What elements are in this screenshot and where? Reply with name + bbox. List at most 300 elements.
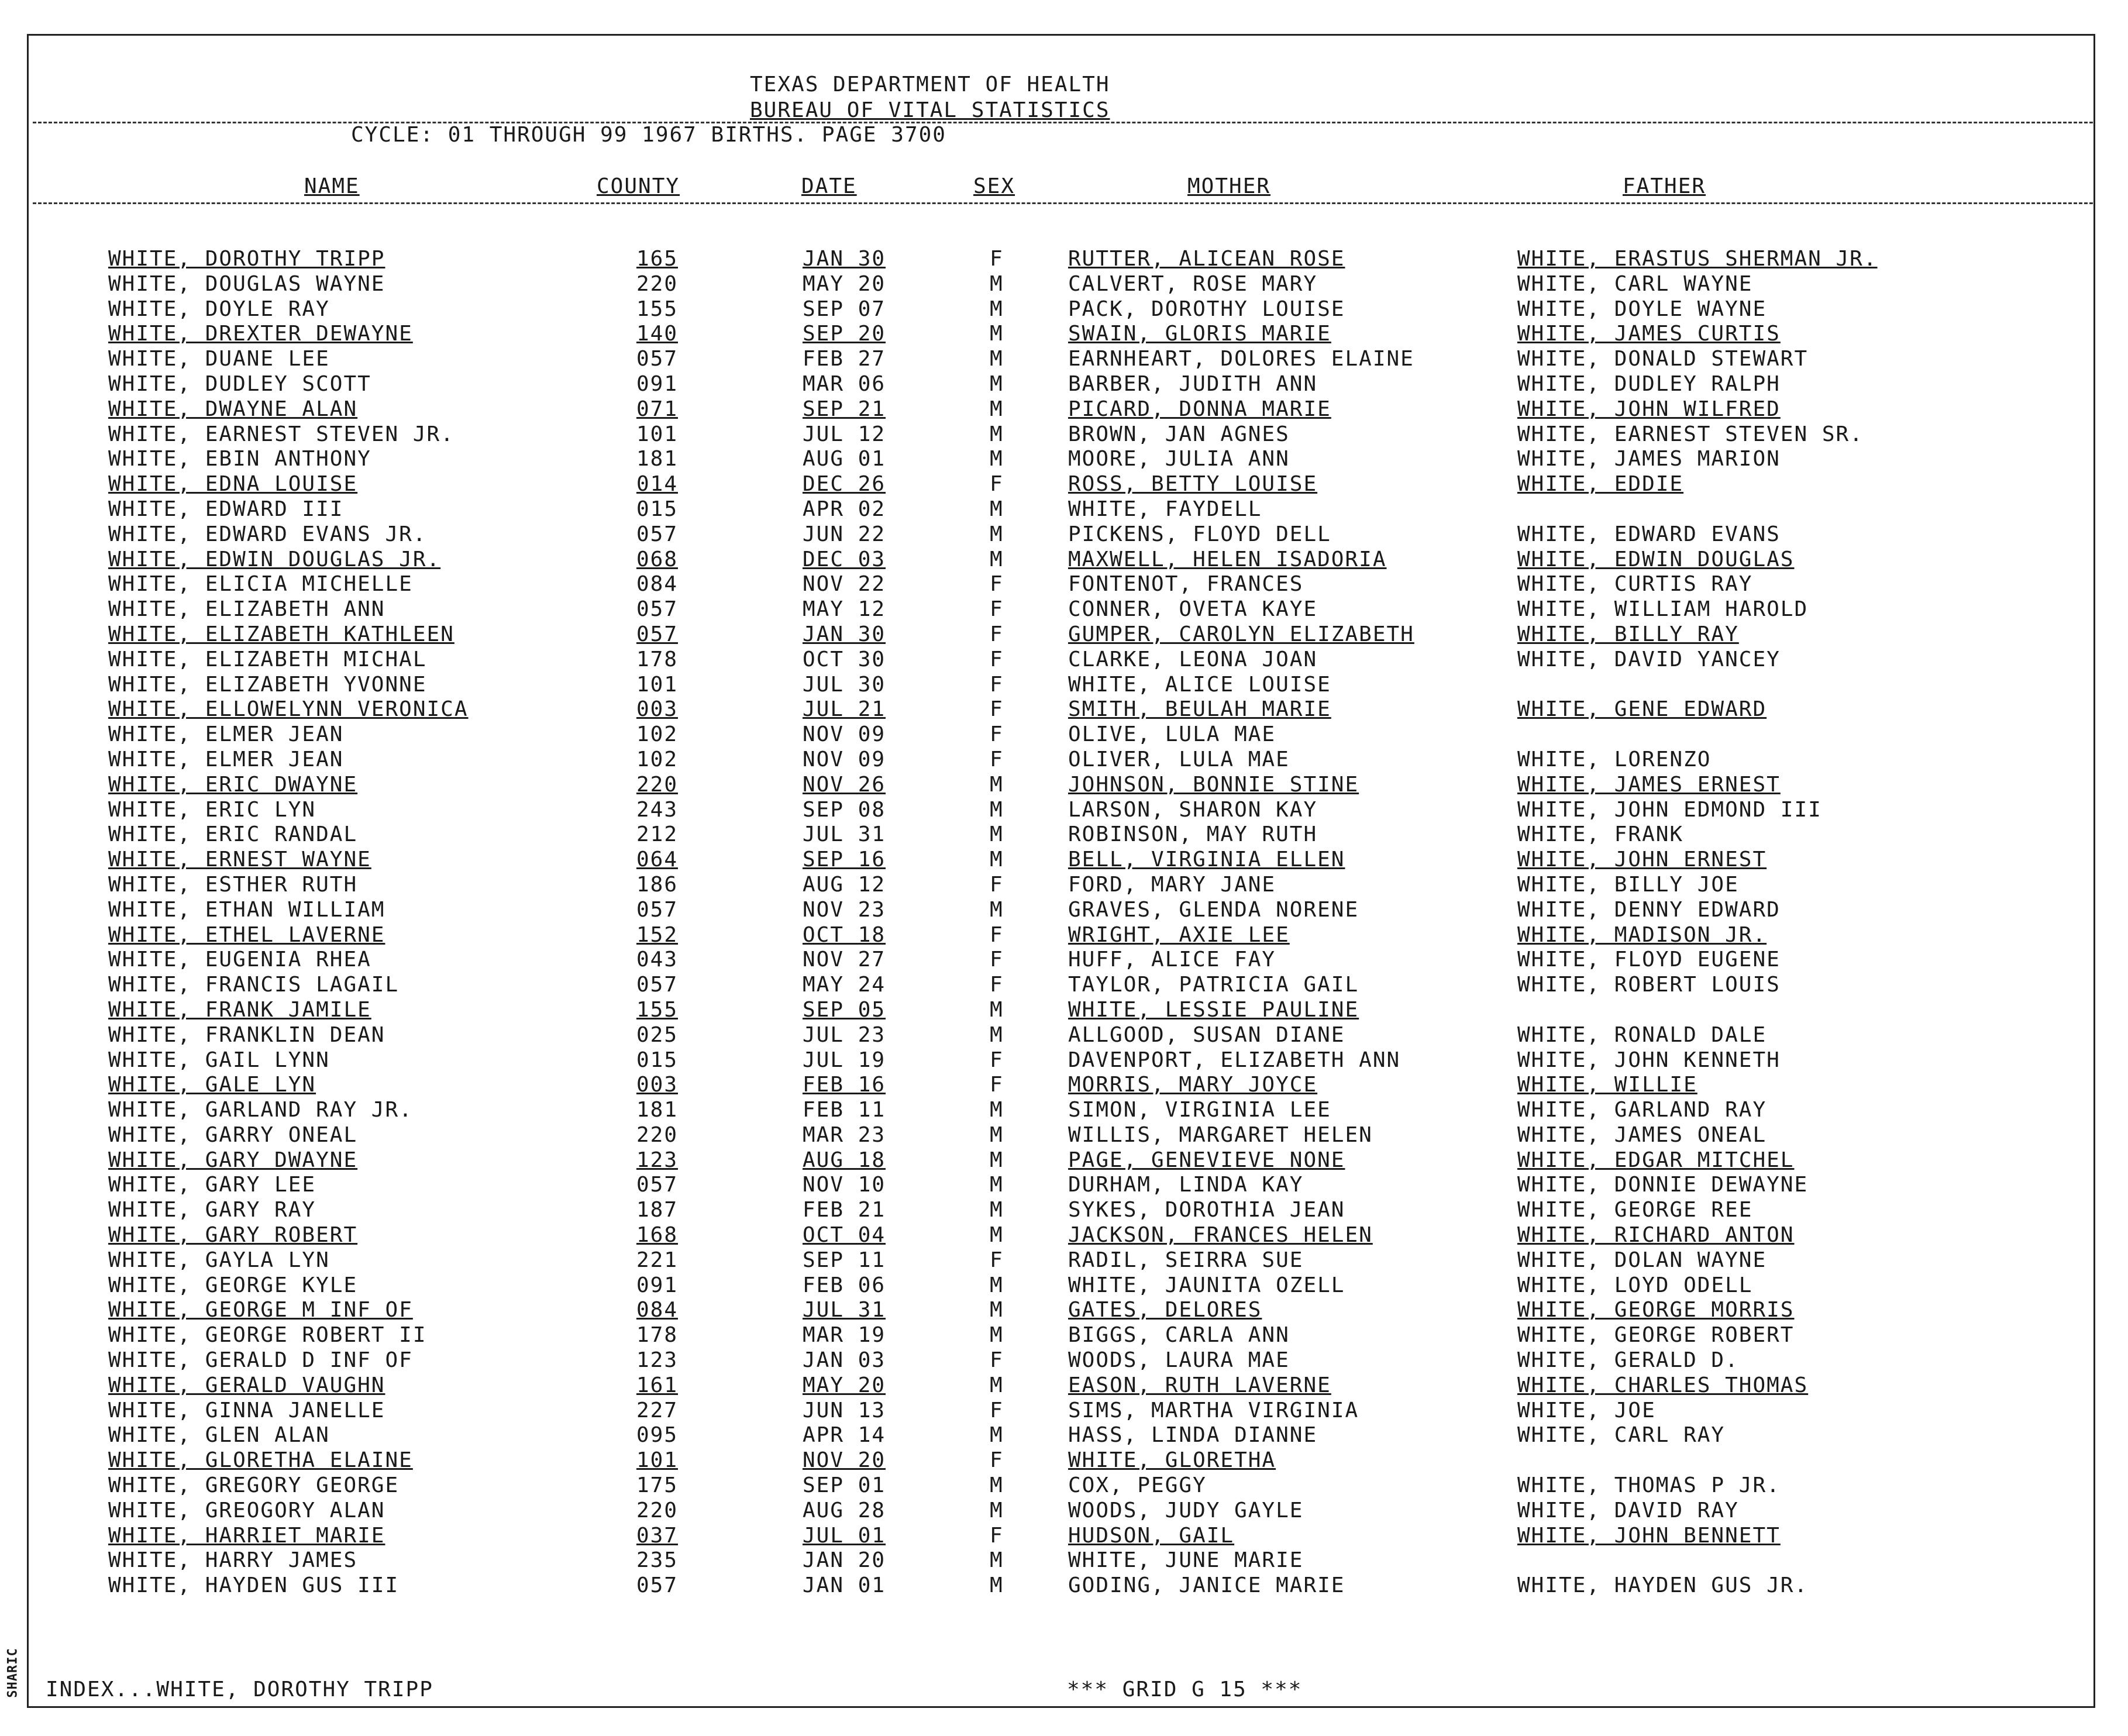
cell-county: 123 — [636, 1348, 679, 1373]
cell-name: WHITE, EDWARD III — [108, 497, 344, 521]
cell-mother: CALVERT, ROSE MARY — [1068, 271, 1318, 296]
cell-sex: M — [990, 1148, 1004, 1172]
cell-county: 212 — [636, 822, 679, 847]
cell-mother: PACK, DOROTHY LOUISE — [1068, 297, 1345, 321]
table-row — [0, 773, 2128, 798]
cell-date: FEB 21 — [803, 1198, 886, 1222]
cell-father: WHITE, JAMES ONEAL — [1517, 1122, 1767, 1147]
cell-name: WHITE, GAYLA LYN — [108, 1248, 330, 1272]
cell-father: WHITE, DAVID RAY — [1517, 1498, 1739, 1523]
cell-county: 168 — [636, 1223, 679, 1248]
cell-father: WHITE, EARNEST STEVEN SR. — [1517, 422, 1864, 446]
cell-name: WHITE, EUGENIA RHEA — [108, 948, 371, 972]
table-row — [0, 422, 2128, 447]
cell-date: MAR 06 — [803, 371, 886, 396]
cell-father: WHITE, FRANK — [1517, 822, 1684, 847]
cell-mother: COX, PEGGY — [1068, 1473, 1207, 1498]
cell-mother: MOORE, JULIA ANN — [1068, 447, 1290, 471]
cell-name: WHITE, FRANCIS LAGAIL — [108, 973, 400, 997]
cell-mother: GRAVES, GLENDA NORENE — [1068, 897, 1359, 922]
cell-name: WHITE, EBIN ANTHONY — [108, 447, 371, 471]
cell-date: MAY 20 — [803, 271, 886, 296]
table-row — [0, 622, 2128, 647]
cell-father: WHITE, GENE EDWARD — [1517, 697, 1767, 722]
cell-date: NOV 09 — [803, 722, 886, 747]
table-row — [0, 873, 2128, 898]
cell-sex: M — [990, 1223, 1004, 1248]
cell-father: WHITE, GERALD D. — [1517, 1348, 1739, 1373]
cell-sex: F — [990, 622, 1004, 646]
table-row — [0, 1223, 2128, 1248]
table-row — [0, 973, 2128, 998]
cell-date: JAN 30 — [803, 622, 886, 646]
cell-county: 084 — [636, 572, 679, 597]
cell-mother: EASON, RUTH LAVERNE — [1068, 1373, 1331, 1397]
cell-sex: M — [990, 1548, 1004, 1573]
cell-sex: F — [990, 1248, 1004, 1272]
cell-name: WHITE, ELIZABETH YVONNE — [108, 672, 427, 697]
cell-county: 057 — [636, 1573, 679, 1598]
cell-county: 155 — [636, 997, 679, 1022]
cell-county: 068 — [636, 547, 679, 571]
cell-mother: TAYLOR, PATRICIA GAIL — [1068, 973, 1359, 997]
cell-county: 091 — [636, 1273, 679, 1297]
cell-name: WHITE, GARY RAY — [108, 1198, 316, 1222]
cell-county: 220 — [636, 1498, 679, 1523]
cell-sex: F — [990, 647, 1004, 671]
table-row — [0, 647, 2128, 673]
cell-father: WHITE, GARLAND RAY — [1517, 1098, 1767, 1122]
columns-divider — [33, 202, 2093, 204]
cell-father: WHITE, CARL RAY — [1517, 1423, 1726, 1448]
cell-sex: M — [990, 371, 1004, 396]
cell-name: WHITE, EDWARD EVANS JR. — [108, 522, 427, 546]
cell-mother: GODING, JANICE MARIE — [1068, 1573, 1345, 1598]
table-row — [0, 247, 2128, 272]
cell-county: 152 — [636, 922, 679, 947]
cell-county: 014 — [636, 472, 679, 497]
cell-mother: PICARD, DONNA MARIE — [1068, 397, 1331, 421]
header-agency: TEXAS DEPARTMENT OF HEALTH — [750, 73, 1110, 97]
table-row — [0, 297, 2128, 322]
cell-name: WHITE, ERIC RANDAL — [108, 822, 358, 847]
cell-mother: HUDSON, GAIL — [1068, 1523, 1235, 1548]
side-stamp-label: SHARIC — [5, 1648, 20, 1698]
cell-name: WHITE, ERIC DWAYNE — [108, 772, 358, 797]
table-row — [0, 1148, 2128, 1173]
cell-mother: BELL, VIRGINIA ELLEN — [1068, 848, 1345, 872]
cell-county: 178 — [636, 1323, 679, 1348]
cell-county: 057 — [636, 622, 679, 646]
header-divider — [33, 122, 2093, 123]
table-row — [0, 1524, 2128, 1549]
cell-county: 178 — [636, 647, 679, 671]
cell-date: FEB 11 — [803, 1098, 886, 1122]
table-row — [0, 1098, 2128, 1123]
cell-county: 091 — [636, 371, 679, 396]
cell-father: WHITE, DOYLE WAYNE — [1517, 297, 1767, 321]
cell-father: WHITE, DOLAN WAYNE — [1517, 1248, 1767, 1272]
table-row — [0, 347, 2128, 372]
cell-mother: DAVENPORT, ELIZABETH ANN — [1068, 1048, 1401, 1072]
cell-date: SEP 07 — [803, 297, 886, 321]
cell-date: NOV 09 — [803, 747, 886, 771]
cell-sex: M — [990, 997, 1004, 1022]
table-row — [0, 397, 2128, 422]
cell-county: 057 — [636, 597, 679, 622]
cell-county: 186 — [636, 872, 679, 897]
cell-father: WHITE, ROBERT LOUIS — [1517, 973, 1781, 997]
cell-mother: SWAIN, GLORIS MARIE — [1068, 322, 1331, 346]
cell-sex: M — [990, 1173, 1004, 1197]
cell-sex: M — [990, 1298, 1004, 1322]
table-row — [0, 1273, 2128, 1298]
cell-mother: ROBINSON, MAY RUTH — [1068, 822, 1318, 847]
cell-father: WHITE, BILLY RAY — [1517, 622, 1739, 646]
cell-name: WHITE, GLEN ALAN — [108, 1423, 330, 1448]
cell-name: WHITE, EDWIN DOUGLAS JR. — [108, 547, 441, 571]
cell-name: WHITE, DOUGLAS WAYNE — [108, 271, 385, 296]
cell-date: JAN 20 — [803, 1548, 886, 1573]
table-row — [0, 1499, 2128, 1524]
cell-sex: M — [990, 1423, 1004, 1448]
cell-date: SEP 01 — [803, 1473, 886, 1498]
cell-sex: M — [990, 497, 1004, 521]
cell-date: SEP 20 — [803, 322, 886, 346]
cell-date: NOV 22 — [803, 572, 886, 597]
cell-mother: SMITH, BEULAH MARIE — [1068, 697, 1331, 722]
cell-county: 181 — [636, 1098, 679, 1122]
cell-name: WHITE, GEORGE ROBERT II — [108, 1323, 427, 1348]
cell-father: WHITE, EDWIN DOUGLAS — [1517, 547, 1795, 571]
cell-sex: M — [990, 447, 1004, 471]
cell-name: WHITE, GAIL LYNN — [108, 1048, 330, 1072]
cell-county: 057 — [636, 973, 679, 997]
cell-date: AUG 01 — [803, 447, 886, 471]
cell-date: MAR 23 — [803, 1122, 886, 1147]
table-row — [0, 748, 2128, 773]
cell-father: WHITE, EDDIE — [1517, 472, 1684, 497]
table-row — [0, 547, 2128, 573]
table-row — [0, 447, 2128, 472]
cell-mother: MORRIS, MARY JOYCE — [1068, 1073, 1318, 1097]
cell-date: MAY 12 — [803, 597, 886, 622]
cell-sex: F — [990, 597, 1004, 622]
cell-mother: WHITE, ALICE LOUISE — [1068, 672, 1331, 697]
cell-date: SEP 08 — [803, 797, 886, 822]
cell-date: APR 14 — [803, 1423, 886, 1448]
cell-name: WHITE, EDNA LOUISE — [108, 472, 358, 497]
cell-mother: SIMON, VIRGINIA LEE — [1068, 1098, 1331, 1122]
column-header-sex: SEX — [973, 174, 1015, 198]
cell-county: 101 — [636, 1448, 679, 1473]
cell-name: WHITE, HARRIET MARIE — [108, 1523, 385, 1548]
cell-county: 025 — [636, 1022, 679, 1047]
table-row — [0, 1248, 2128, 1273]
cell-date: OCT 18 — [803, 922, 886, 947]
cell-sex: F — [990, 1523, 1004, 1548]
cell-mother: WHITE, JUNE MARIE — [1068, 1548, 1304, 1573]
cell-date: NOV 10 — [803, 1173, 886, 1197]
cell-father: WHITE, EDGAR MITCHEL — [1517, 1148, 1795, 1172]
cell-date: JAN 30 — [803, 247, 886, 271]
cell-mother: EARNHEART, DOLORES ELAINE — [1068, 347, 1414, 371]
cell-date: NOV 23 — [803, 897, 886, 922]
cell-name: WHITE, GERALD D INF OF — [108, 1348, 413, 1373]
cell-father: WHITE, GEORGE MORRIS — [1517, 1298, 1795, 1322]
cell-sex: M — [990, 1473, 1004, 1498]
cell-name: WHITE, FRANKLIN DEAN — [108, 1022, 385, 1047]
table-row — [0, 1548, 2128, 1573]
cell-name: WHITE, DUANE LEE — [108, 347, 330, 371]
cell-name: WHITE, ELIZABETH ANN — [108, 597, 385, 622]
table-row — [0, 1073, 2128, 1098]
table-row — [0, 1123, 2128, 1148]
cell-father: WHITE, JAMES ERNEST — [1517, 772, 1781, 797]
cell-date: AUG 18 — [803, 1148, 886, 1172]
cell-name: WHITE, ELMER JEAN — [108, 722, 344, 747]
cell-name: WHITE, HAYDEN GUS III — [108, 1573, 400, 1598]
cell-sex: F — [990, 672, 1004, 697]
cell-father: WHITE, JOHN KENNETH — [1517, 1048, 1781, 1072]
side-stamp — [0, 1638, 23, 1708]
cell-county: 220 — [636, 1122, 679, 1147]
cell-name: WHITE, GARY ROBERT — [108, 1223, 358, 1248]
cell-mother: OLIVE, LULA MAE — [1068, 722, 1276, 747]
cell-county: 235 — [636, 1548, 679, 1573]
table-row — [0, 597, 2128, 622]
cell-mother: WHITE, LESSIE PAULINE — [1068, 997, 1359, 1022]
cell-date: NOV 20 — [803, 1448, 886, 1473]
cell-mother: SYKES, DOROTHIA JEAN — [1068, 1198, 1345, 1222]
cell-mother: ROSS, BETTY LOUISE — [1068, 472, 1318, 497]
table-row — [0, 1298, 2128, 1323]
cell-father: WHITE, JOHN WILFRED — [1517, 397, 1781, 421]
cell-name: WHITE, ELIZABETH MICHAL — [108, 647, 427, 671]
cell-name: WHITE, GINNA JANELLE — [108, 1398, 385, 1422]
cell-county: 057 — [636, 347, 679, 371]
column-header-county: COUNTY — [597, 174, 680, 198]
cell-father: WHITE, MADISON JR. — [1517, 922, 1767, 947]
table-row — [0, 798, 2128, 823]
column-header-date: DATE — [801, 174, 857, 198]
cell-father: WHITE, CHARLES THOMAS — [1517, 1373, 1809, 1397]
cell-date: NOV 27 — [803, 948, 886, 972]
table-row — [0, 1023, 2128, 1048]
cell-date: JUL 30 — [803, 672, 886, 697]
cell-sex: M — [990, 772, 1004, 797]
cell-name: WHITE, GARLAND RAY JR. — [108, 1098, 413, 1122]
cell-father: WHITE, JAMES MARION — [1517, 447, 1781, 471]
cell-sex: F — [990, 1348, 1004, 1373]
table-row — [0, 1373, 2128, 1399]
cell-date: FEB 06 — [803, 1273, 886, 1297]
cell-county: 037 — [636, 1523, 679, 1548]
cell-name: WHITE, GERALD VAUGHN — [108, 1373, 385, 1397]
cell-sex: M — [990, 897, 1004, 922]
cell-sex: F — [990, 722, 1004, 747]
cell-name: WHITE, GARRY ONEAL — [108, 1122, 358, 1147]
cell-date: JUL 01 — [803, 1523, 886, 1548]
table-row — [0, 697, 2128, 722]
cell-father: WHITE, LORENZO — [1517, 747, 1712, 771]
cell-sex: M — [990, 1323, 1004, 1348]
cell-sex: M — [990, 1098, 1004, 1122]
cell-date: APR 02 — [803, 497, 886, 521]
cell-sex: F — [990, 472, 1004, 497]
table-row — [0, 522, 2128, 547]
cell-sex: M — [990, 347, 1004, 371]
cell-date: JUL 12 — [803, 422, 886, 446]
cell-sex: M — [990, 1022, 1004, 1047]
cell-sex: M — [990, 422, 1004, 446]
table-row — [0, 948, 2128, 973]
table-row — [0, 322, 2128, 347]
cell-name: WHITE, GARY LEE — [108, 1173, 316, 1197]
cell-father: WHITE, ERASTUS SHERMAN JR. — [1517, 247, 1878, 271]
cell-name: WHITE, ERNEST WAYNE — [108, 848, 371, 872]
column-header-father: FATHER — [1623, 174, 1706, 198]
cell-sex: F — [990, 247, 1004, 271]
cell-sex: M — [990, 1373, 1004, 1397]
table-row — [0, 1048, 2128, 1073]
table-row — [0, 272, 2128, 297]
cell-county: 015 — [636, 497, 679, 521]
cell-name: WHITE, GREGORY GEORGE — [108, 1473, 400, 1498]
cell-county: 243 — [636, 797, 679, 822]
cell-mother: MAXWELL, HELEN ISADORIA — [1068, 547, 1387, 571]
cell-name: WHITE, GARY DWAYNE — [108, 1148, 358, 1172]
table-row — [0, 673, 2128, 698]
table-row — [0, 472, 2128, 497]
cell-county: 123 — [636, 1148, 679, 1172]
cell-name: WHITE, ELIZABETH KATHLEEN — [108, 622, 454, 646]
cell-mother: BIGGS, CARLA ANN — [1068, 1323, 1290, 1348]
cell-date: JUL 21 — [803, 697, 886, 722]
cell-date: MAY 24 — [803, 973, 886, 997]
cell-date: MAY 20 — [803, 1373, 886, 1397]
cell-mother: DURHAM, LINDA KAY — [1068, 1173, 1304, 1197]
cell-date: NOV 26 — [803, 772, 886, 797]
cell-mother: HUFF, ALICE FAY — [1068, 948, 1276, 972]
cell-county: 220 — [636, 271, 679, 296]
cell-sex: M — [990, 1122, 1004, 1147]
cell-date: SEP 11 — [803, 1248, 886, 1272]
cell-name: WHITE, GREOGORY ALAN — [108, 1498, 385, 1523]
cell-father: WHITE, GEORGE REE — [1517, 1198, 1753, 1222]
cell-name: WHITE, DUDLEY SCOTT — [108, 371, 371, 396]
cell-name: WHITE, FRANK JAMILE — [108, 997, 371, 1022]
cell-county: 084 — [636, 1298, 679, 1322]
table-row — [0, 998, 2128, 1023]
cell-county: 043 — [636, 948, 679, 972]
cell-name: WHITE, DOROTHY TRIPP — [108, 247, 385, 271]
cell-father: WHITE, DONALD STEWART — [1517, 347, 1809, 371]
cell-mother: PICKENS, FLOYD DELL — [1068, 522, 1331, 546]
table-row — [0, 1423, 2128, 1448]
cell-father: WHITE, DAVID YANCEY — [1517, 647, 1781, 671]
cell-county: 095 — [636, 1423, 679, 1448]
table-row — [0, 923, 2128, 948]
footer-index: INDEX...WHITE, DOROTHY TRIPP — [46, 1678, 433, 1701]
table-row — [0, 497, 2128, 522]
cell-mother: WRIGHT, AXIE LEE — [1068, 922, 1290, 947]
cell-mother: WOODS, JUDY GAYLE — [1068, 1498, 1304, 1523]
cell-date: MAR 19 — [803, 1323, 886, 1348]
cell-date: JUL 19 — [803, 1048, 886, 1072]
cell-name: WHITE, ELICIA MICHELLE — [108, 572, 413, 597]
cell-father: WHITE, HAYDEN GUS JR. — [1517, 1573, 1809, 1598]
cell-father: WHITE, DUDLEY RALPH — [1517, 371, 1781, 396]
table-row — [0, 1348, 2128, 1373]
table-row — [0, 572, 2128, 597]
cell-name: WHITE, ETHEL LAVERNE — [108, 922, 385, 947]
cell-father: WHITE, FLOYD EUGENE — [1517, 948, 1781, 972]
cell-father: WHITE, RICHARD ANTON — [1517, 1223, 1795, 1248]
cell-date: JUL 31 — [803, 1298, 886, 1322]
records-table — [0, 247, 2128, 1599]
cell-sex: M — [990, 397, 1004, 421]
cell-date: JAN 01 — [803, 1573, 886, 1598]
cell-name: WHITE, GEORGE M INF OF — [108, 1298, 413, 1322]
cell-father: WHITE, JOHN ERNEST — [1517, 848, 1767, 872]
cell-name: WHITE, DOYLE RAY — [108, 297, 330, 321]
cell-date: DEC 26 — [803, 472, 886, 497]
cell-date: JUN 22 — [803, 522, 886, 546]
cell-county: 101 — [636, 672, 679, 697]
cell-sex: F — [990, 973, 1004, 997]
cell-mother: RUTTER, ALICEAN ROSE — [1068, 247, 1345, 271]
cell-date: AUG 12 — [803, 872, 886, 897]
cell-mother: WILLIS, MARGARET HELEN — [1068, 1122, 1373, 1147]
cell-sex: F — [990, 1073, 1004, 1097]
cell-name: WHITE, EARNEST STEVEN JR. — [108, 422, 454, 446]
cell-father: WHITE, WILLIAM HAROLD — [1517, 597, 1809, 622]
cell-mother: ALLGOOD, SUSAN DIANE — [1068, 1022, 1345, 1047]
cell-county: 220 — [636, 772, 679, 797]
cell-mother: FORD, MARY JANE — [1068, 872, 1276, 897]
cell-father: WHITE, CURTIS RAY — [1517, 572, 1753, 597]
cell-sex: M — [990, 271, 1004, 296]
cell-father: WHITE, BILLY JOE — [1517, 872, 1739, 897]
column-header-name: NAME — [304, 174, 360, 198]
cell-father: WHITE, JOHN EDMOND III — [1517, 797, 1822, 822]
cell-name: WHITE, ELLOWELYNN VERONICA — [108, 697, 469, 722]
cell-date: SEP 16 — [803, 848, 886, 872]
cell-mother: WHITE, GLORETHA — [1068, 1448, 1276, 1473]
cell-sex: F — [990, 697, 1004, 722]
table-row — [0, 372, 2128, 397]
table-row — [0, 1399, 2128, 1424]
cell-sex: M — [990, 797, 1004, 822]
table-row — [0, 1573, 2128, 1599]
cell-name: WHITE, ESTHER RUTH — [108, 872, 358, 897]
cell-sex: F — [990, 1398, 1004, 1422]
cell-mother: WHITE, FAYDELL — [1068, 497, 1262, 521]
cell-mother: JACKSON, FRANCES HELEN — [1068, 1223, 1373, 1248]
cell-county: 175 — [636, 1473, 679, 1498]
cell-father: WHITE, CARL WAYNE — [1517, 271, 1753, 296]
cell-sex: M — [990, 297, 1004, 321]
cell-date: AUG 28 — [803, 1498, 886, 1523]
table-row — [0, 1323, 2128, 1348]
cell-county: 102 — [636, 722, 679, 747]
cell-sex: M — [990, 322, 1004, 346]
cell-county: 140 — [636, 322, 679, 346]
cell-county: 057 — [636, 897, 679, 922]
cell-sex: F — [990, 572, 1004, 597]
cell-mother: SIMS, MARTHA VIRGINIA — [1068, 1398, 1359, 1422]
